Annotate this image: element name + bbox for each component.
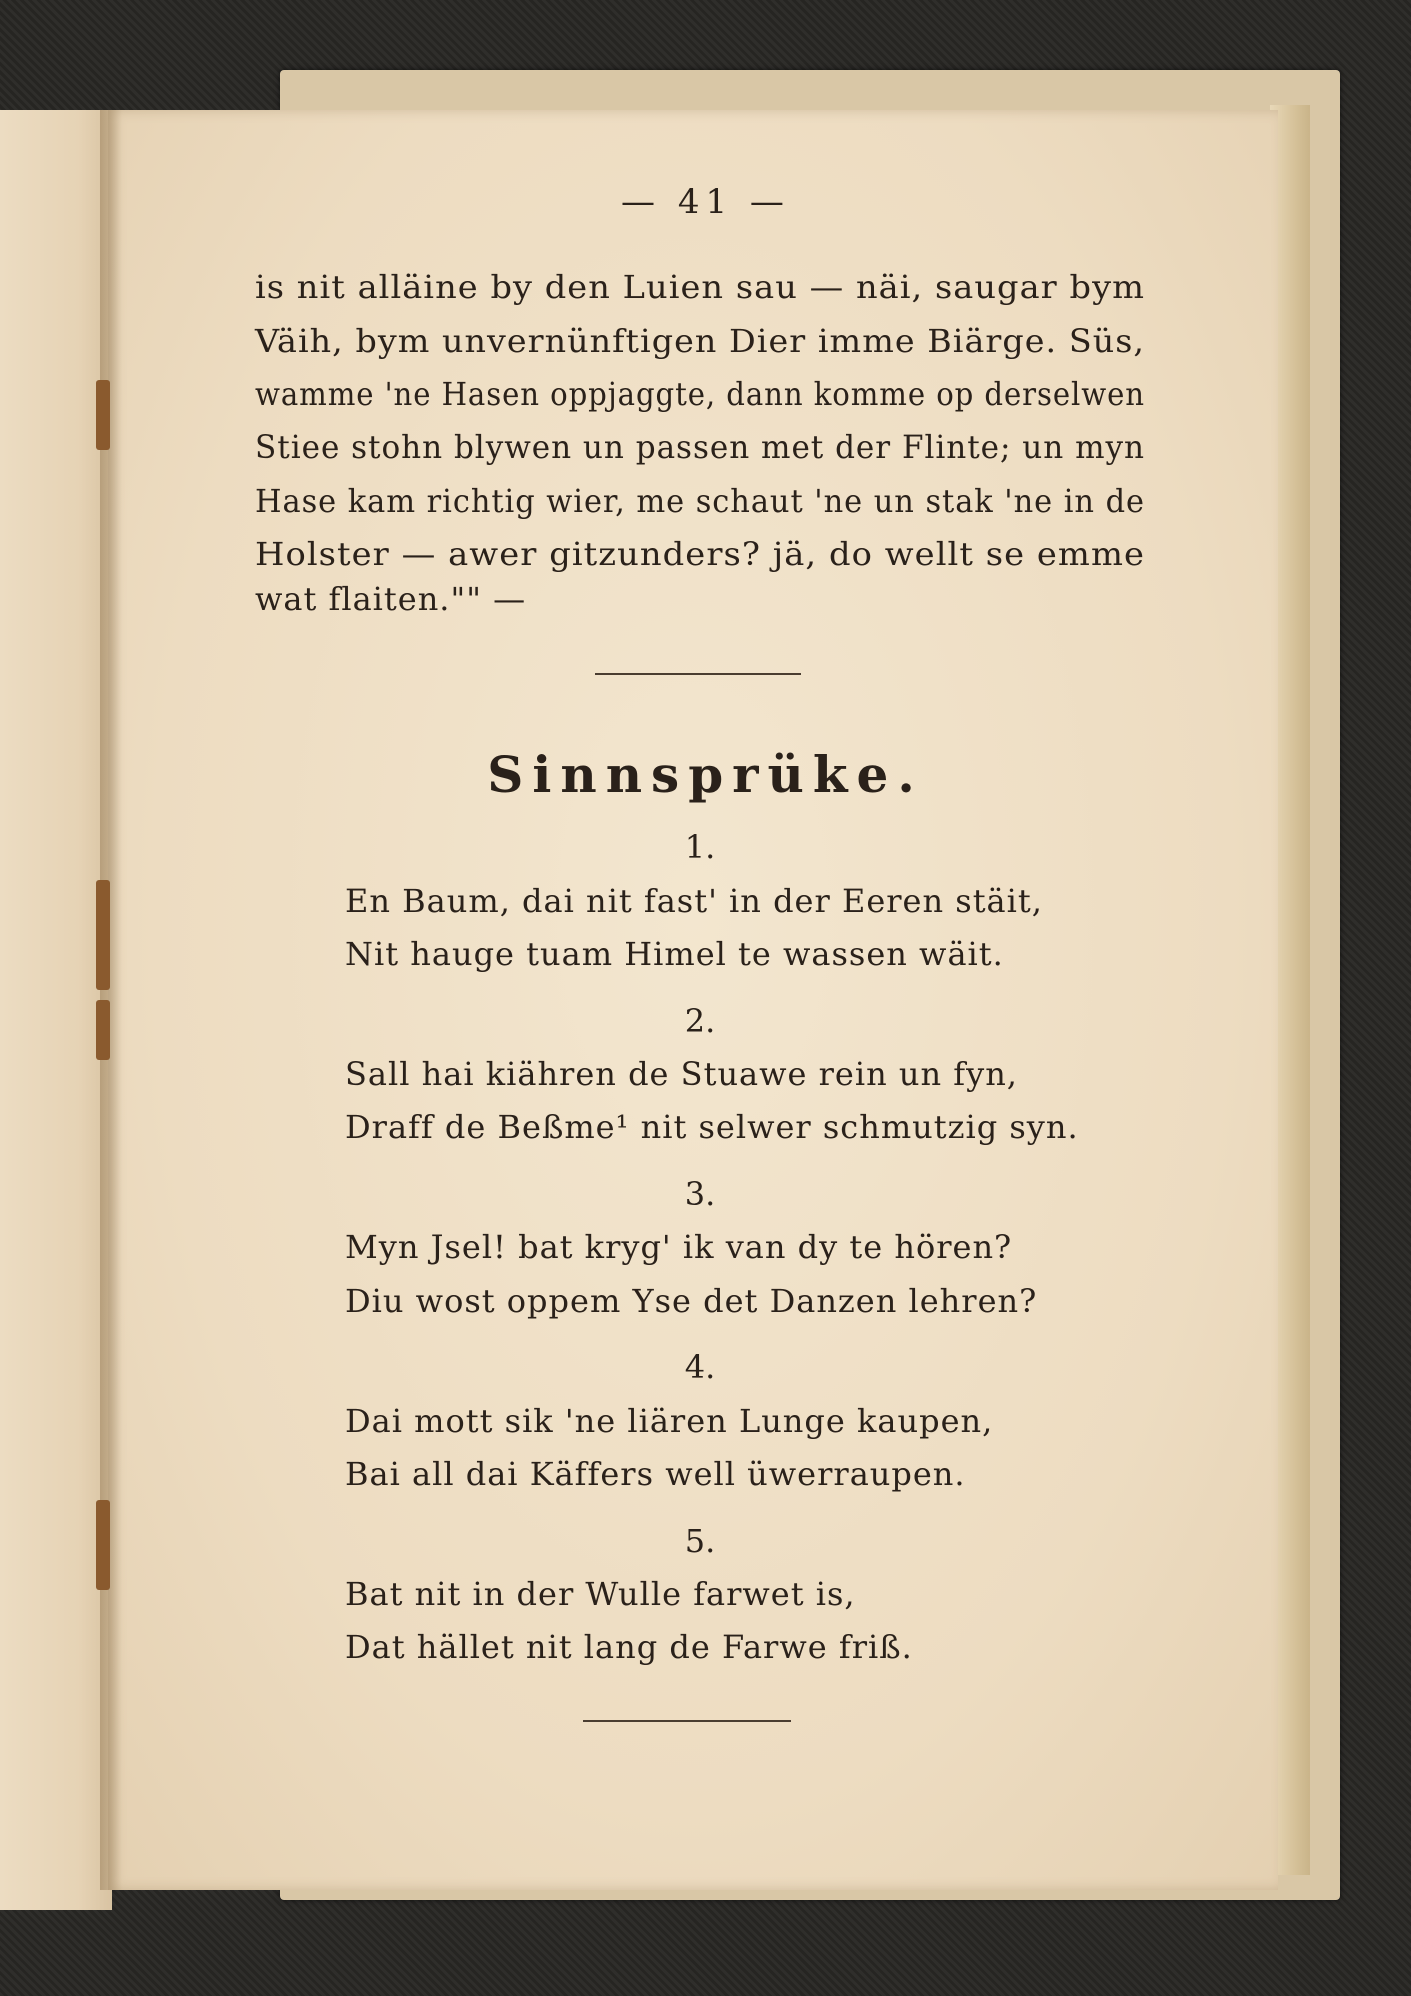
prose-line: Hase kam richtig wier, me schaut 'ne un stak 'ne in de <box>255 482 1145 520</box>
saying-number: 5. <box>684 1522 716 1560</box>
verse-line: Dat hället nit lang de Farwe friß. <box>345 1628 913 1666</box>
section-title: Sinnsprüke. <box>487 745 924 804</box>
verse-line: Bat nit in der Wulle farwet is, <box>345 1575 856 1613</box>
verse-line: Bai all dai Käffers well üwerraupen. <box>345 1455 966 1493</box>
prose-line: Stiee stohn blywen un passen met der Flinte; un myn <box>255 428 1145 466</box>
verse-line: Myn Jsel! bat kryg' ik van dy te hören? <box>345 1228 1013 1266</box>
binding-thread <box>96 380 110 450</box>
prose-line: wamme 'ne Hasen oppjaggte, dann komme op derselwen <box>255 375 1145 413</box>
saying-number: 2. <box>684 1002 716 1040</box>
verse-line: Dai mott sik 'ne liären Lunge kaupen, <box>345 1402 994 1440</box>
prose-line: is nit alläine by den Luien sau — näi, saugar bym <box>255 268 1145 306</box>
saying-number: 3. <box>684 1175 716 1213</box>
divider-rule <box>583 1720 791 1722</box>
saying-number: 4. <box>684 1348 716 1386</box>
verse-line: En Baum, dai nit fast' in der Eeren stäit, <box>345 882 1043 920</box>
divider-rule <box>595 673 801 675</box>
prose-line: wat flaiten."" — <box>255 580 527 618</box>
verse-line: Nit hauge tuam Himel te wassen wäit. <box>345 935 1004 973</box>
verse-line: Draff de Beßme¹ nit selwer schmutzig syn. <box>345 1108 1079 1146</box>
saying-number: 1. <box>684 828 716 866</box>
prose-line: Väih, bym unvernünftigen Dier imme Biärge. Süs, <box>255 322 1145 360</box>
verse-line: Sall hai kiähren de Stuawe rein un fyn, <box>345 1055 1018 1093</box>
binding-thread <box>96 880 110 990</box>
prose-line: Holster — awer gitzunders? jä, do wellt se emme <box>255 535 1145 573</box>
page-number: — 41 — <box>621 182 790 222</box>
verse-line: Diu wost oppem Yse det Danzen lehren? <box>345 1282 1038 1320</box>
